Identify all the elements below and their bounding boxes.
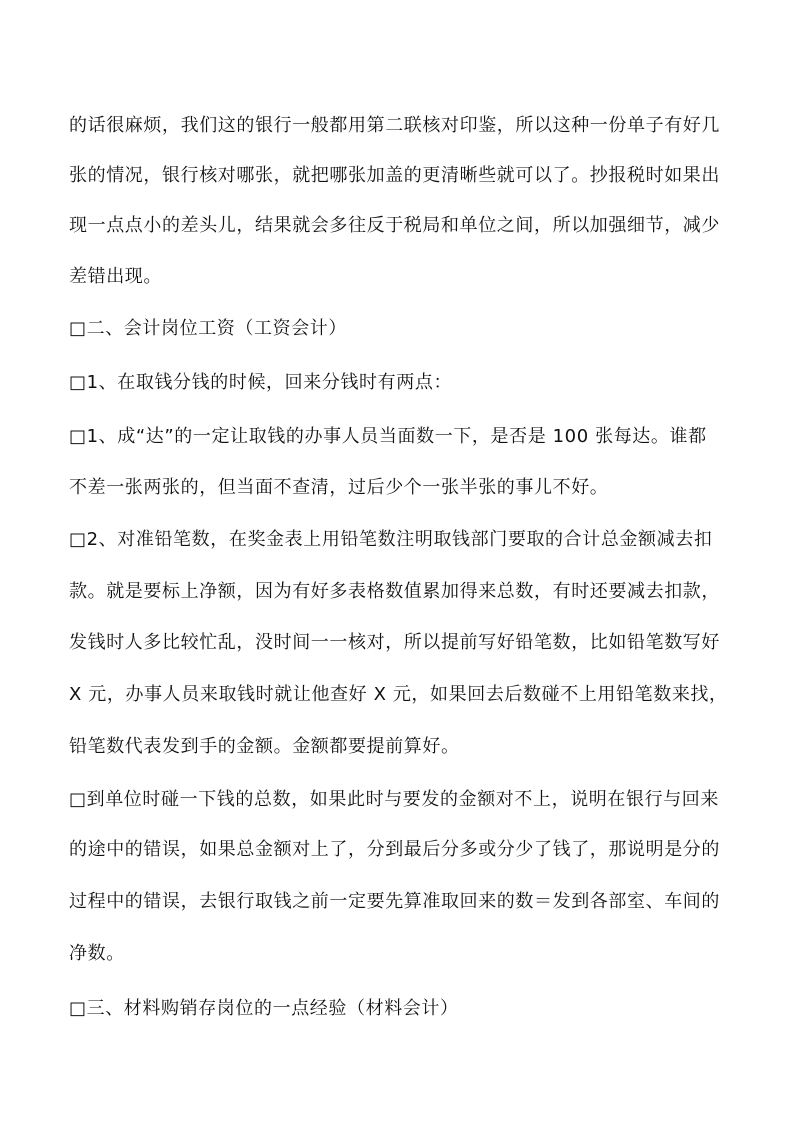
subsection-heading: □1、在取钱分钱的时候，回来分钱时有两点： bbox=[69, 372, 453, 393]
paragraph-line: X 元，办事人员来取钱时就让他查好 X 元，如果回去后数碰不上用铅笔数来找， bbox=[69, 684, 728, 705]
paragraph-line: 不差一张两张的，但当面不查清，过后少个一张半张的事儿不好。 bbox=[69, 477, 609, 498]
paragraph-line: □2、对准铅笔数，在奖金表上用铅笔数注明取钱部门要取的合计总金额减去扣 bbox=[69, 529, 713, 550]
paragraph-line: 款。就是要标上净额，因为有好多表格数值累加得来总数，有时还要减去扣款， bbox=[69, 581, 720, 602]
paragraph-line: □到单位时碰一下钱的总数，如果此时与要发的金额对不上，说明在银行与回来 bbox=[69, 789, 720, 810]
paragraph-line: 的话很麻烦，我们这的银行一般都用第二联核对印鉴，所以这种一份单子有好几 bbox=[69, 115, 720, 136]
section-heading: □二、会计岗位工资（工资会计） bbox=[69, 318, 348, 339]
section-heading: □三、材料购销存岗位的一点经验（材料会计） bbox=[69, 998, 459, 1019]
paragraph-line: 铅笔数代表发到手的金额。金额都要提前算好。 bbox=[69, 736, 460, 757]
paragraph-line: 差错出现。 bbox=[69, 266, 162, 287]
paragraph-line: 发钱时人多比较忙乱，没时间一一核对，所以提前写好铅笔数，比如铅笔数写好 bbox=[69, 632, 720, 653]
paragraph-line: 的途中的错误，如果总金额对上了，分到最后分多或分少了钱了，那说明是分的 bbox=[69, 839, 720, 860]
paragraph-line: 现一点点小的差头儿，结果就会多往反于税局和单位之间，所以加强细节，减少 bbox=[69, 215, 720, 236]
paragraph-line: □1、成“达”的一定让取钱的办事人员当面数一下，是否是 100 张每达。谁都 bbox=[69, 426, 707, 447]
paragraph-line: 净数。 bbox=[69, 943, 125, 964]
paragraph-line: 过程中的错误，去银行取钱之前一定要先算准取回来的数＝发到各部室、车间的 bbox=[69, 891, 720, 912]
paragraph-line: 张的情况，银行核对哪张，就把哪张加盖的更清晰些就可以了。抄报税时如果出 bbox=[69, 165, 720, 186]
